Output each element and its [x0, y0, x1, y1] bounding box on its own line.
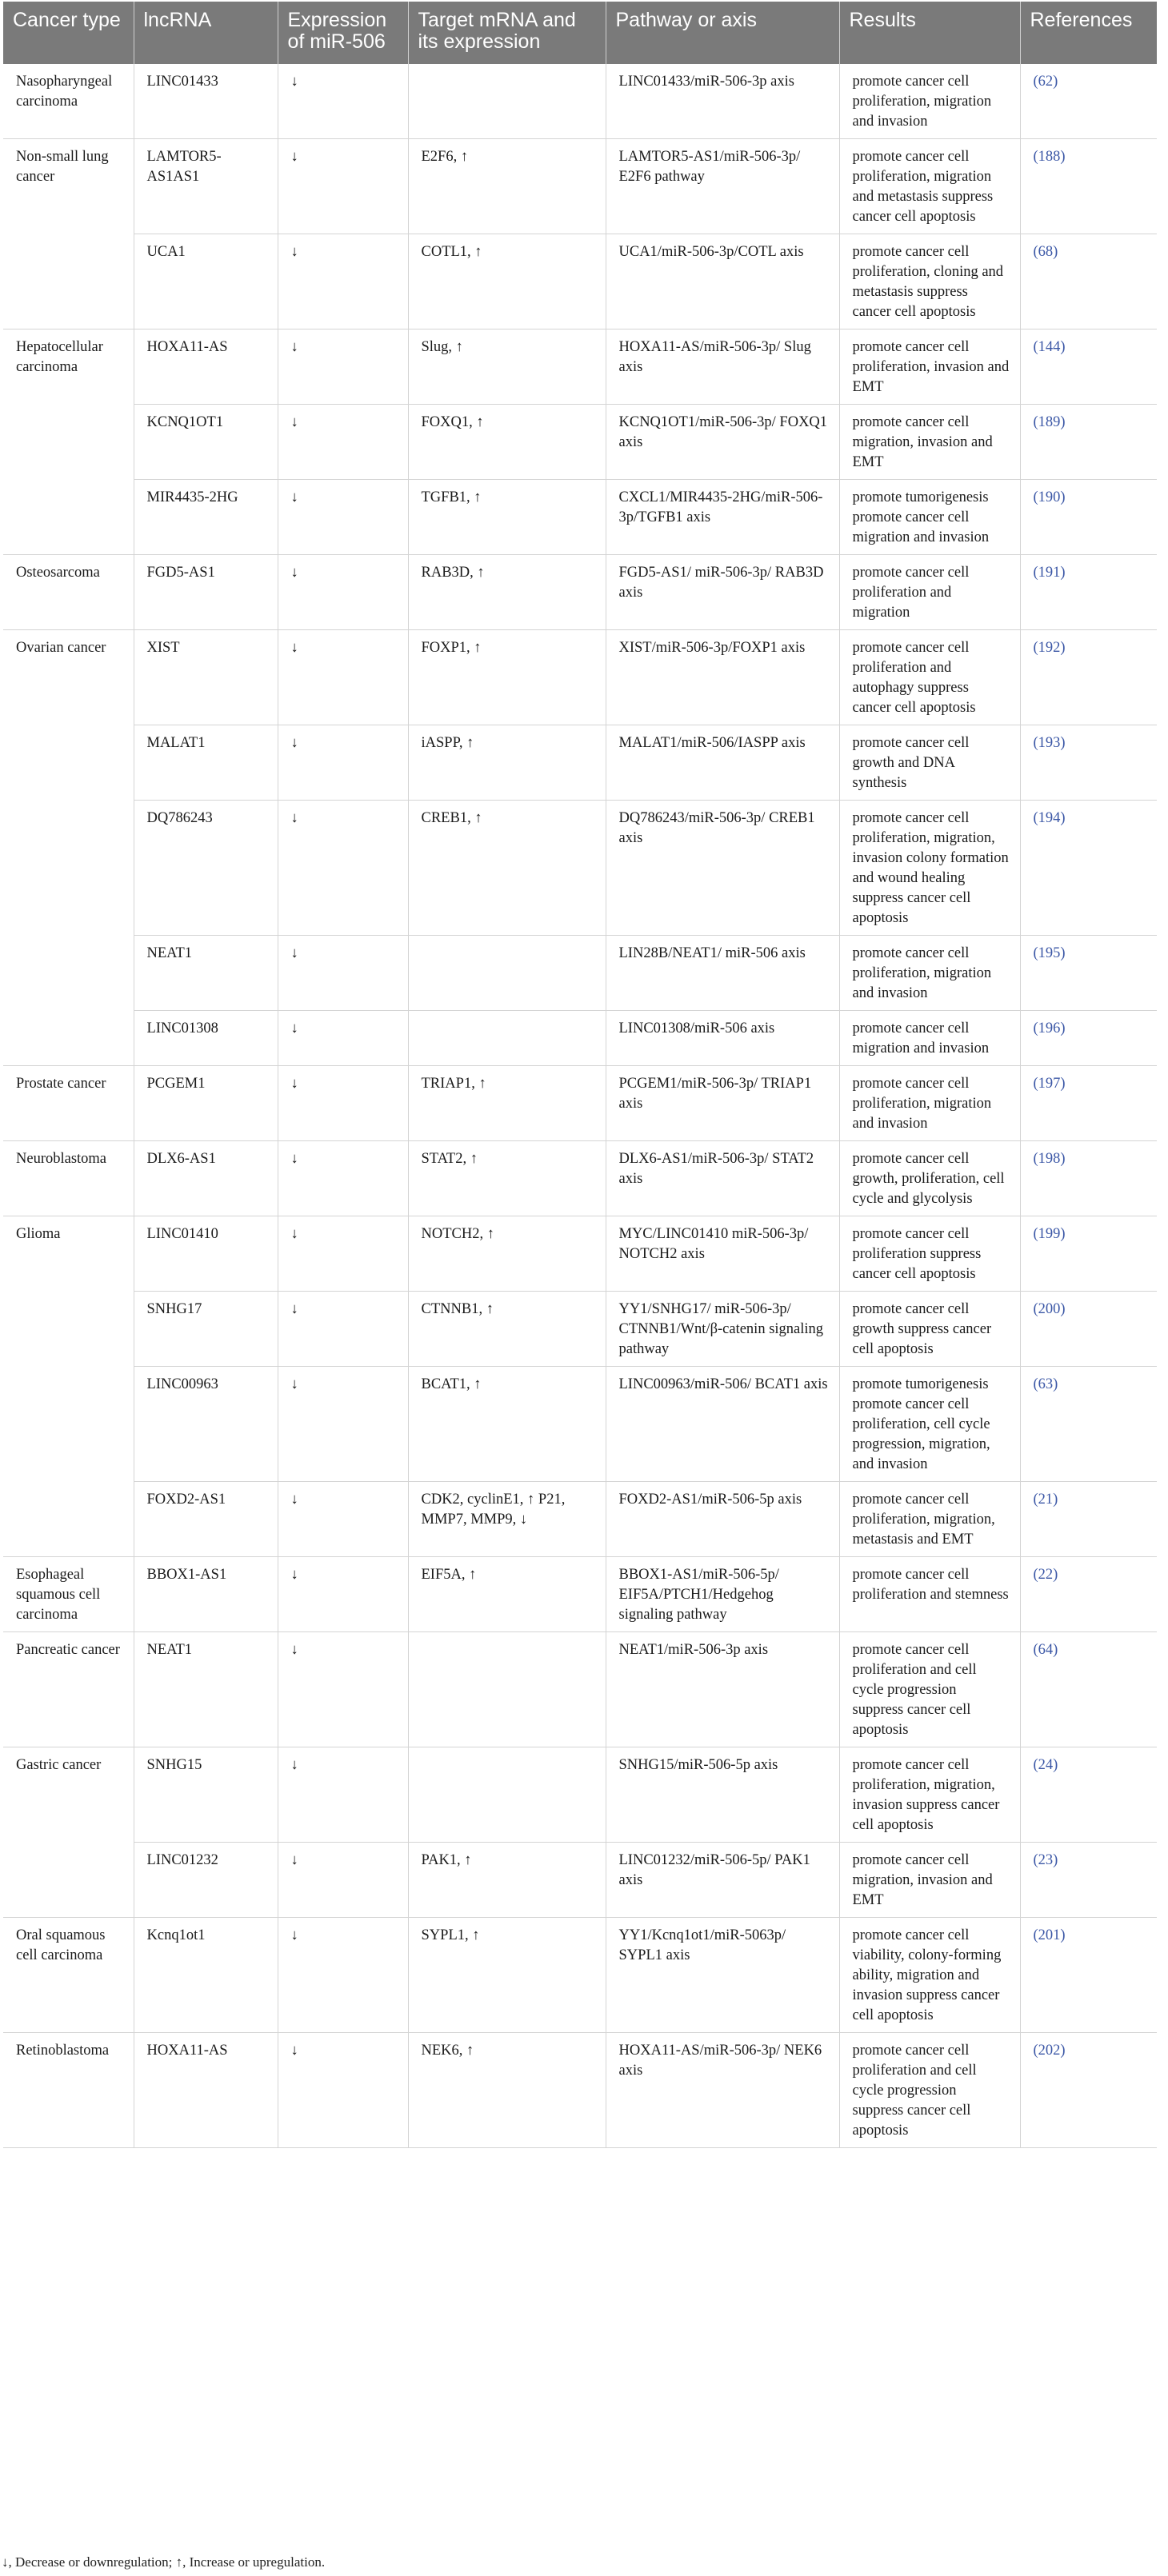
target-mrna-cell: TGFB1, ↑ — [408, 480, 606, 555]
expression-cell: ↓ — [278, 480, 408, 555]
table-row — [3, 1632, 1157, 1747]
lncrna-cell: Kcnq1ot1 — [134, 1918, 278, 2033]
results-cell: promote cancer cell proliferation, migration and invasion — [839, 936, 1020, 1011]
expression-cell: ↓ — [278, 329, 408, 405]
pathway-cell: YY1/Kcnq1ot1/miR-5063p/ SYPL1 axis — [606, 1918, 839, 2033]
lncrna-cell: LINC01433 — [134, 64, 278, 139]
table-body — [3, 64, 1157, 2148]
table-row — [3, 2033, 1157, 2148]
lncrna-cell: SNHG15 — [134, 1747, 278, 1843]
pathway-cell: LAMTOR5-AS1/miR-506-3p/ E2F6 pathway — [606, 139, 839, 234]
lncrna-cell: SNHG17 — [134, 1292, 278, 1367]
cancer-type-cell: Esophageal squamous cell carcinoma — [3, 1557, 134, 1632]
pathway-cell: FGD5-AS1/ miR-506-3p/ RAB3D axis — [606, 555, 839, 630]
pathway-cell: HOXA11-AS/miR-506-3p/ Slug axis — [606, 329, 839, 405]
results-cell: promote cancer cell proliferation and cell cycle progression suppress cancer cell apoptosis — [839, 2033, 1020, 2148]
cancer-type-cell: Osteosarcoma — [3, 555, 134, 630]
table-row — [3, 329, 1157, 405]
lncrna-cell: MIR4435-2HG — [134, 480, 278, 555]
expression-cell: ↓ — [278, 64, 408, 139]
results-cell: promote cancer cell proliferation, migration and invasion — [839, 1066, 1020, 1141]
target-mrna-cell: E2F6, ↑ — [408, 139, 606, 234]
results-cell: promote cancer cell proliferation, migration, invasion suppress cancer cell apoptosis — [839, 1747, 1020, 1843]
results-cell: promote cancer cell migration and invasion — [839, 1011, 1020, 1066]
lncrna-cell: FOXD2-AS1 — [134, 1482, 278, 1557]
reference-link[interactable]: (189) — [1020, 405, 1157, 480]
table-wrapper — [3, 2, 1157, 2148]
target-mrna-cell: RAB3D, ↑ — [408, 555, 606, 630]
expression-cell: ↓ — [278, 1557, 408, 1632]
table-row — [3, 1141, 1157, 1216]
target-mrna-cell — [408, 1632, 606, 1747]
target-mrna-cell: NOTCH2, ↑ — [408, 1216, 606, 1292]
reference-link[interactable]: (63) — [1020, 1367, 1157, 1482]
lncrna-cell: HOXA11-AS — [134, 2033, 278, 2148]
lncrna-cell: DLX6-AS1 — [134, 1141, 278, 1216]
table-row — [3, 234, 1157, 329]
reference-link[interactable]: (21) — [1020, 1482, 1157, 1557]
expression-cell: ↓ — [278, 725, 408, 801]
pathway-cell: PCGEM1/miR-506-3p/ TRIAP1 axis — [606, 1066, 839, 1141]
table-row — [3, 1918, 1157, 2033]
reference-link[interactable]: (68) — [1020, 234, 1157, 329]
reference-link[interactable]: (202) — [1020, 2033, 1157, 2148]
expression-cell: ↓ — [278, 139, 408, 234]
results-cell: promote cancer cell proliferation suppress cancer cell apoptosis — [839, 1216, 1020, 1292]
target-mrna-cell: BCAT1, ↑ — [408, 1367, 606, 1482]
pathway-cell: MYC/LINC01410 miR-506-3p/ NOTCH2 axis — [606, 1216, 839, 1292]
expression-cell: ↓ — [278, 1066, 408, 1141]
table-row — [3, 630, 1157, 725]
expression-cell: ↓ — [278, 1011, 408, 1066]
lncrna-cell: NEAT1 — [134, 1632, 278, 1747]
target-mrna-cell: TRIAP1, ↑ — [408, 1066, 606, 1141]
table-row — [3, 480, 1157, 555]
results-cell: promote tumorigenesis promote cancer cell migration and invasion — [839, 480, 1020, 555]
header-target-mrna: Target mRNA and its expression — [408, 2, 606, 64]
cancer-type-cell: Ovarian cancer — [3, 630, 134, 1066]
results-cell: promote tumorigenesis promote cancer cell proliferation, cell cycle progression, migration, and invasion — [839, 1367, 1020, 1482]
table-row — [3, 1216, 1157, 1292]
target-mrna-cell: SYPL1, ↑ — [408, 1918, 606, 2033]
cancer-type-cell: Oral squamous cell carcinoma — [3, 1918, 134, 2033]
expression-cell: ↓ — [278, 1216, 408, 1292]
reference-link[interactable]: (24) — [1020, 1747, 1157, 1843]
reference-link[interactable]: (201) — [1020, 1918, 1157, 2033]
target-mrna-cell: COTL1, ↑ — [408, 234, 606, 329]
expression-cell: ↓ — [278, 2033, 408, 2148]
table-row — [3, 139, 1157, 234]
reference-link[interactable]: (197) — [1020, 1066, 1157, 1141]
pathway-cell: LINC01308/miR-506 axis — [606, 1011, 839, 1066]
reference-link[interactable]: (194) — [1020, 801, 1157, 936]
target-mrna-cell: PAK1, ↑ — [408, 1843, 606, 1918]
lncrna-cell: MALAT1 — [134, 725, 278, 801]
target-mrna-cell: CTNNB1, ↑ — [408, 1292, 606, 1367]
lncrna-cell: HOXA11-AS — [134, 329, 278, 405]
cancer-type-cell: Glioma — [3, 1216, 134, 1557]
reference-link[interactable]: (190) — [1020, 480, 1157, 555]
expression-cell: ↓ — [278, 234, 408, 329]
pathway-cell: LIN28B/NEAT1/ miR-506 axis — [606, 936, 839, 1011]
results-cell: promote cancer cell proliferation, migration and invasion — [839, 64, 1020, 139]
target-mrna-cell — [408, 1747, 606, 1843]
target-mrna-cell — [408, 64, 606, 139]
pathway-cell: LINC00963/miR-506/ BCAT1 axis — [606, 1367, 839, 1482]
lncrna-cell: LINC01308 — [134, 1011, 278, 1066]
cancer-type-cell: Pancreatic cancer — [3, 1632, 134, 1747]
reference-link[interactable]: (191) — [1020, 555, 1157, 630]
table-row — [3, 1557, 1157, 1632]
lncrna-cell: LINC01232 — [134, 1843, 278, 1918]
pathway-cell: SNHG15/miR-506-5p axis — [606, 1747, 839, 1843]
table-row — [3, 405, 1157, 480]
header-references: References — [1020, 2, 1157, 64]
lncrna-cell: LAMTOR5-AS1AS1 — [134, 139, 278, 234]
results-cell: promote cancer cell migration, invasion and EMT — [839, 405, 1020, 480]
expression-cell: ↓ — [278, 936, 408, 1011]
pathway-cell: NEAT1/miR-506-3p axis — [606, 1632, 839, 1747]
expression-cell: ↓ — [278, 1292, 408, 1367]
target-mrna-cell — [408, 1011, 606, 1066]
lncrna-cell: UCA1 — [134, 234, 278, 329]
cancer-type-cell: Non-small lung cancer — [3, 139, 134, 329]
lncrna-cell: FGD5-AS1 — [134, 555, 278, 630]
expression-cell: ↓ — [278, 1747, 408, 1843]
lncrna-cell: NEAT1 — [134, 936, 278, 1011]
target-mrna-cell: FOXP1, ↑ — [408, 630, 606, 725]
results-cell: promote cancer cell growth, proliferation, cell cycle and glycolysis — [839, 1141, 1020, 1216]
target-mrna-cell: EIF5A, ↑ — [408, 1557, 606, 1632]
reference-link[interactable]: (200) — [1020, 1292, 1157, 1367]
results-cell: promote cancer cell proliferation and autophagy suppress cancer cell apoptosis — [839, 630, 1020, 725]
lncrna-cell: DQ786243 — [134, 801, 278, 936]
target-mrna-cell: NEK6, ↑ — [408, 2033, 606, 2148]
reference-link[interactable]: (195) — [1020, 936, 1157, 1011]
expression-cell: ↓ — [278, 1367, 408, 1482]
results-cell: promote cancer cell proliferation, migration, metastasis and EMT — [839, 1482, 1020, 1557]
target-mrna-cell: CREB1, ↑ — [408, 801, 606, 936]
header-expression: Expression of miR-506 — [278, 2, 408, 64]
lncrna-cell: PCGEM1 — [134, 1066, 278, 1141]
table-row — [3, 1011, 1157, 1066]
table-row — [3, 725, 1157, 801]
reference-link[interactable]: (199) — [1020, 1216, 1157, 1292]
results-cell: promote cancer cell proliferation and stemness — [839, 1557, 1020, 1632]
target-mrna-cell: CDK2, cyclinE1, ↑ P21, MMP7, MMP9, ↓ — [408, 1482, 606, 1557]
reference-link[interactable]: (62) — [1020, 64, 1157, 139]
header-cancer-type: Cancer type — [3, 2, 134, 64]
reference-link[interactable]: (196) — [1020, 1011, 1157, 1066]
table-row — [3, 1292, 1157, 1367]
expression-cell: ↓ — [278, 1843, 408, 1918]
expression-cell: ↓ — [278, 630, 408, 725]
pathway-cell: DQ786243/miR-506-3p/ CREB1 axis — [606, 801, 839, 936]
pathway-cell: UCA1/miR-506-3p/COTL axis — [606, 234, 839, 329]
table-row — [3, 936, 1157, 1011]
results-cell: promote cancer cell growth and DNA synthesis — [839, 725, 1020, 801]
lncrna-cell: LINC01410 — [134, 1216, 278, 1292]
table-row — [3, 801, 1157, 936]
results-cell: promote cancer cell proliferation, migration, invasion colony formation and wound healing suppress cancer cell apoptosis — [839, 801, 1020, 936]
cancer-type-cell: Prostate cancer — [3, 1066, 134, 1141]
header-pathway: Pathway or axis — [606, 2, 839, 64]
pathway-cell: YY1/SNHG17/ miR-506-3p/ CTNNB1/Wnt/β-catenin signaling pathway — [606, 1292, 839, 1367]
table-footnote: ↓, Decrease or downregulation; ↑, Increase or upregulation. — [2, 2554, 326, 2570]
cancer-type-cell: Hepatocellular carcinoma — [3, 329, 134, 555]
results-cell: promote cancer cell proliferation and migration — [839, 555, 1020, 630]
reference-link[interactable]: (193) — [1020, 725, 1157, 801]
reference-link[interactable]: (23) — [1020, 1843, 1157, 1918]
reference-link[interactable]: (188) — [1020, 139, 1157, 234]
table-row — [3, 1482, 1157, 1557]
expression-cell: ↓ — [278, 1632, 408, 1747]
pathway-cell: LINC01232/miR-506-5p/ PAK1 axis — [606, 1843, 839, 1918]
reference-link[interactable]: (198) — [1020, 1141, 1157, 1216]
pathway-cell: LINC01433/miR-506-3p axis — [606, 64, 839, 139]
reference-link[interactable]: (144) — [1020, 329, 1157, 405]
results-cell: promote cancer cell viability, colony-forming ability, migration and invasion suppress cancer cell apoptosis — [839, 1918, 1020, 2033]
reference-link[interactable]: (22) — [1020, 1557, 1157, 1632]
target-mrna-cell: FOXQ1, ↑ — [408, 405, 606, 480]
pathway-cell: XIST/miR-506-3p/FOXP1 axis — [606, 630, 839, 725]
results-cell: promote cancer cell growth suppress cancer cell apoptosis — [839, 1292, 1020, 1367]
lncrna-cell: KCNQ1OT1 — [134, 405, 278, 480]
target-mrna-cell: iASPP, ↑ — [408, 725, 606, 801]
header-results: Results — [839, 2, 1020, 64]
results-cell: promote cancer cell migration, invasion and EMT — [839, 1843, 1020, 1918]
pathway-cell: KCNQ1OT1/miR-506-3p/ FOXQ1 axis — [606, 405, 839, 480]
table-row — [3, 555, 1157, 630]
lncrna-cell: LINC00963 — [134, 1367, 278, 1482]
target-mrna-cell: STAT2, ↑ — [408, 1141, 606, 1216]
lncrna-mir506-table — [3, 2, 1157, 2148]
expression-cell: ↓ — [278, 1141, 408, 1216]
expression-cell: ↓ — [278, 555, 408, 630]
lncrna-cell: XIST — [134, 630, 278, 725]
table-row — [3, 1843, 1157, 1918]
pathway-cell: MALAT1/miR-506/IASPP axis — [606, 725, 839, 801]
pathway-cell: CXCL1/MIR4435-2HG/miR-506-3p/TGFB1 axis — [606, 480, 839, 555]
pathway-cell: FOXD2-AS1/miR-506-5p axis — [606, 1482, 839, 1557]
cancer-type-cell: Retinoblastoma — [3, 2033, 134, 2148]
header-lncrna: lncRNA — [134, 2, 278, 64]
expression-cell: ↓ — [278, 1482, 408, 1557]
pathway-cell: DLX6-AS1/miR-506-3p/ STAT2 axis — [606, 1141, 839, 1216]
expression-cell: ↓ — [278, 1918, 408, 2033]
cancer-type-cell: Gastric cancer — [3, 1747, 134, 1918]
target-mrna-cell — [408, 936, 606, 1011]
pathway-cell: BBOX1-AS1/miR-506-5p/ EIF5A/PTCH1/Hedgehog signaling pathway — [606, 1557, 839, 1632]
results-cell: promote cancer cell proliferation, migration and metastasis suppress cancer cell apoptosis — [839, 139, 1020, 234]
pathway-cell: HOXA11-AS/miR-506-3p/ NEK6 axis — [606, 2033, 839, 2148]
header-row — [3, 2, 1157, 64]
table-row — [3, 64, 1157, 139]
lncrna-cell: BBOX1-AS1 — [134, 1557, 278, 1632]
results-cell: promote cancer cell proliferation, invasion and EMT — [839, 329, 1020, 405]
results-cell: promote cancer cell proliferation, cloning and metastasis suppress cancer cell apoptosis — [839, 234, 1020, 329]
cancer-type-cell: Neuroblastoma — [3, 1141, 134, 1216]
reference-link[interactable]: (192) — [1020, 630, 1157, 725]
target-mrna-cell: Slug, ↑ — [408, 329, 606, 405]
results-cell: promote cancer cell proliferation and cell cycle progression suppress cancer cell apoptosis — [839, 1632, 1020, 1747]
cancer-type-cell: Nasopharyngeal carcinoma — [3, 64, 134, 139]
expression-cell: ↓ — [278, 801, 408, 936]
expression-cell: ↓ — [278, 405, 408, 480]
table-row — [3, 1367, 1157, 1482]
table-row — [3, 1747, 1157, 1843]
reference-link[interactable]: (64) — [1020, 1632, 1157, 1747]
table-row — [3, 1066, 1157, 1141]
